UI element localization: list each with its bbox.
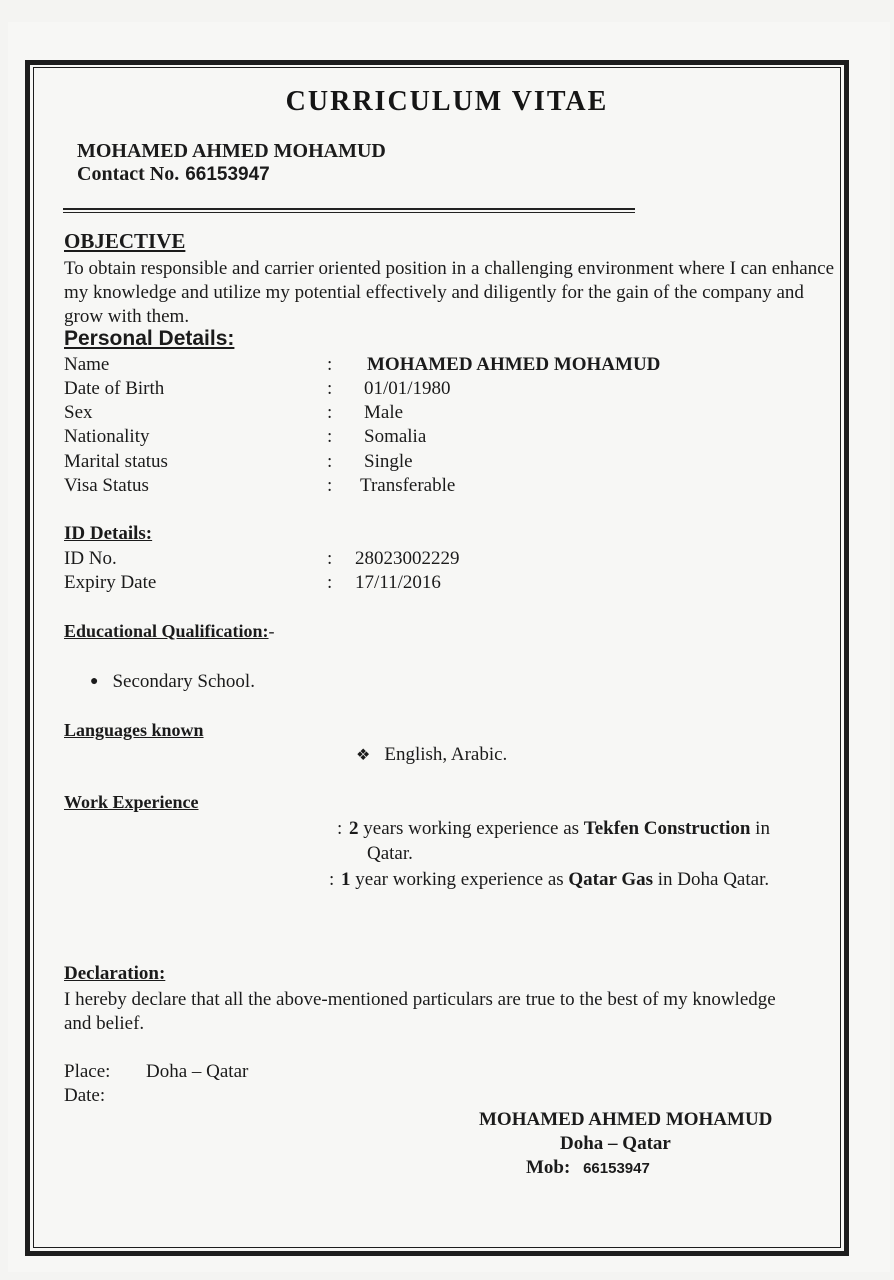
declaration-text: I hereby declare that all the above-mentioned particulars are true to the best of my knowledge and belief. <box>64 989 776 1034</box>
work-item-1-suffix: in <box>750 818 770 839</box>
personal-value-nationality: Somalia <box>364 426 427 447</box>
separator: : <box>327 548 333 569</box>
work-item-2-count: 1 <box>341 869 351 890</box>
document-title: CURRICULUM VITAE <box>285 86 609 117</box>
personal-label-nationality: Nationality <box>64 426 150 447</box>
mobile-number: 66153947 <box>583 1160 650 1177</box>
personal-value-sex: Male <box>364 402 404 423</box>
header-rule-thin <box>63 212 635 213</box>
objective-heading: OBJECTIVE <box>64 229 186 253</box>
personal-value-name: MOHAMED AHMED MOHAMUD <box>367 354 661 375</box>
work-experience-heading: Work Experience <box>64 792 199 812</box>
contact-number: 66153947 <box>185 164 270 185</box>
personal-label-visa: Visa Status <box>64 475 149 496</box>
date-label: Date: <box>64 1085 106 1106</box>
education-heading-suffix: - <box>268 621 275 641</box>
declaration-heading: Declaration: <box>64 963 166 984</box>
place-label: Place: <box>64 1061 111 1082</box>
applicant-name: MOHAMED AHMED MOHAMUD <box>77 140 386 162</box>
objective-text: To obtain responsible and carrier oriented position in a challenging environment where I can enhance my knowledge and utilize my potential effectively and diligently for the gain of the company and grow with them. <box>64 258 835 327</box>
diamond-bullet-icon: ❖ <box>356 747 371 764</box>
personal-label-dob: Date of Birth <box>64 378 165 399</box>
languages-item <box>356 744 507 766</box>
id-value-number: 28023002229 <box>355 548 460 569</box>
contact-label: Contact No. <box>77 163 180 185</box>
work-item-2-text: year working experience as <box>350 869 569 890</box>
id-value-expiry: 17/11/2016 <box>355 572 441 593</box>
separator: : <box>329 869 335 890</box>
personal-value-dob: 01/01/1980 <box>364 378 451 399</box>
separator: : <box>327 426 333 447</box>
separator: : <box>327 378 333 399</box>
personal-label-name: Name <box>64 354 110 375</box>
mobile-label: Mob: <box>526 1157 571 1178</box>
personal-details-heading: Personal Details: <box>64 327 235 350</box>
education-heading: Educational Qualification: <box>64 621 269 641</box>
work-item-1 <box>337 818 770 840</box>
languages-heading: Languages known <box>64 720 204 740</box>
work-item-2-company: Qatar Gas <box>568 869 654 890</box>
work-item-2 <box>329 869 769 891</box>
bullet-icon: ● <box>90 674 99 689</box>
header-rule <box>63 208 635 210</box>
separator: : <box>327 354 333 375</box>
id-label-number: ID No. <box>64 548 117 569</box>
work-item-1-text: years working experience as <box>358 818 584 839</box>
place-value: Doha – Qatar <box>146 1061 249 1082</box>
separator: : <box>327 451 333 472</box>
work-item-1-company: Tekfen Construction <box>583 818 751 839</box>
work-item-1-line2: Qatar. <box>367 843 413 864</box>
signature-name: MOHAMED AHMED MOHAMUD <box>479 1109 773 1130</box>
work-item-1-count: 2 <box>349 818 359 839</box>
separator: : <box>327 402 333 423</box>
personal-label-sex: Sex <box>64 402 93 423</box>
personal-value-visa: Transferable <box>360 475 456 496</box>
separator: : <box>327 475 333 496</box>
education-item <box>90 671 255 693</box>
id-label-expiry: Expiry Date <box>64 572 157 593</box>
education-item-text: Secondary School. <box>112 671 255 692</box>
signature-location: Doha – Qatar <box>560 1133 671 1154</box>
personal-label-marital: Marital status <box>64 451 168 472</box>
personal-value-marital: Single <box>364 451 413 472</box>
separator: : <box>337 818 343 839</box>
signature-mobile <box>526 1157 650 1179</box>
separator: : <box>327 572 333 593</box>
languages-text: English, Arabic. <box>384 744 508 765</box>
work-item-2-suffix: in Doha Qatar. <box>653 869 770 890</box>
education-heading-line <box>64 621 275 642</box>
id-details-heading: ID Details: <box>64 523 153 544</box>
contact-line <box>77 163 270 186</box>
